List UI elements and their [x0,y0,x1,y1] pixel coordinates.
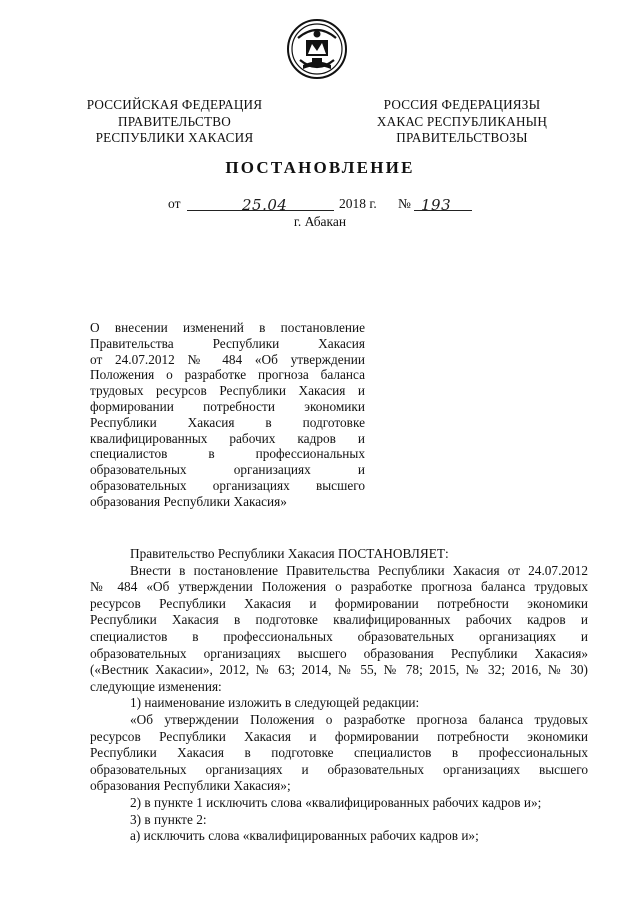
body-line: 3) в пункте 2: [130,811,207,827]
header-left-line: РОССИЙСКАЯ ФЕДЕРАЦИЯ [86,97,263,112]
date-year: 2018 г. [339,196,377,211]
header-left-line: ПРАВИТЕЛЬСТВО [118,113,231,129]
subject-line: трудовых ресурсов Республики Хакасия и [90,383,365,399]
body-line: 1) наименование изложить в следующей редакции: [130,695,420,711]
subject-line: образовательных организациях и [90,462,365,478]
header-right-line: ХАКАС РЕСПУБЛИКАНЫҢ [376,113,548,129]
city-label: г. Абакан [293,214,347,229]
body-line: 2) в пункте 1 исключить слова «квалифицированных рабочих кадров и»; [130,794,542,810]
body-line: специалистов в профессиональных образовательных организациях и [90,628,588,644]
subject-line: специалистов в профессиональных [90,446,365,462]
subject-line: от 24.07.2012 № 484 «Об утверждении [90,351,365,367]
body-line: ресурсов Республики Хакасия и формировании потребности экономики [90,728,588,744]
subject-line: формировании потребности экономики [90,398,365,414]
subject-line: Правительства Республики Хакасия [90,335,365,351]
subject-line: Положения о разработке прогноза баланса [90,367,365,383]
body-line: «Об утверждении Положения о разработке прогноза баланса трудовых [130,711,588,727]
body-line: образовательных организациях и образовательных организациях высшего [90,761,588,777]
subject-line: О внесении изменений в постановление [90,320,365,335]
body-line: Внести в постановление Правительства Республики Хакасия от 24.07.2012 [130,562,588,578]
body-line: образования Республики Хакасия»; [90,778,291,794]
date-prefix: от [168,196,181,211]
subject-line: квалифицированных рабочих кадров и [90,430,365,446]
body-line: Республики Хакасия в подготовке специалистов в профессиональных [90,745,588,761]
body-line: («Вестник Хакасии», 2012, № 63; 2014, № 55, № 78; 2015, № 32; 2016, № 30) [90,662,588,678]
number-prefix: № [398,196,411,211]
header-left-line: РЕСПУБЛИКИ ХАКАСИЯ [95,130,254,145]
body-line: образовательных организациях высшего образования Республики Хакасия» [90,645,588,661]
body-line: следующие изменения: [90,678,222,694]
header-right-line: ПРАВИТЕЛЬСТВОЗЫ [396,130,528,145]
subject-line: образования Республики Хакасия» [90,493,287,509]
handwritten-date: 25.04 [242,196,288,214]
body-line: ресурсов Республики Хакасия и формировании потребности экономики [90,595,588,611]
subject-line: Республики Хакасия в подготовке [90,414,365,430]
body-text [90,546,588,845]
coat-of-arms-icon [286,18,348,80]
body-line: Правительство Республики Хакасия ПОСТАНОВЛЯЕТ: [130,546,449,561]
body-line: Республики Хакасия в подготовке квалифицированных рабочих кадров и [90,612,588,628]
document-title: ПОСТАНОВЛЕНИЕ [225,158,415,177]
header-left-block [82,97,267,147]
subject-line: образовательных организациях высшего [90,477,365,493]
subject-block [90,320,365,510]
header-right-block [372,97,552,147]
body-line: а) исключить слова «квалифицированных рабочих кадров и»; [130,828,479,844]
header-right-line: РОССИЯ ФЕДЕРАЦИЯЗЫ [383,97,541,112]
handwritten-number: 193 [421,196,452,214]
body-line: № 484 «Об утверждении Положения о разработке прогноза баланса трудовых [90,579,588,595]
